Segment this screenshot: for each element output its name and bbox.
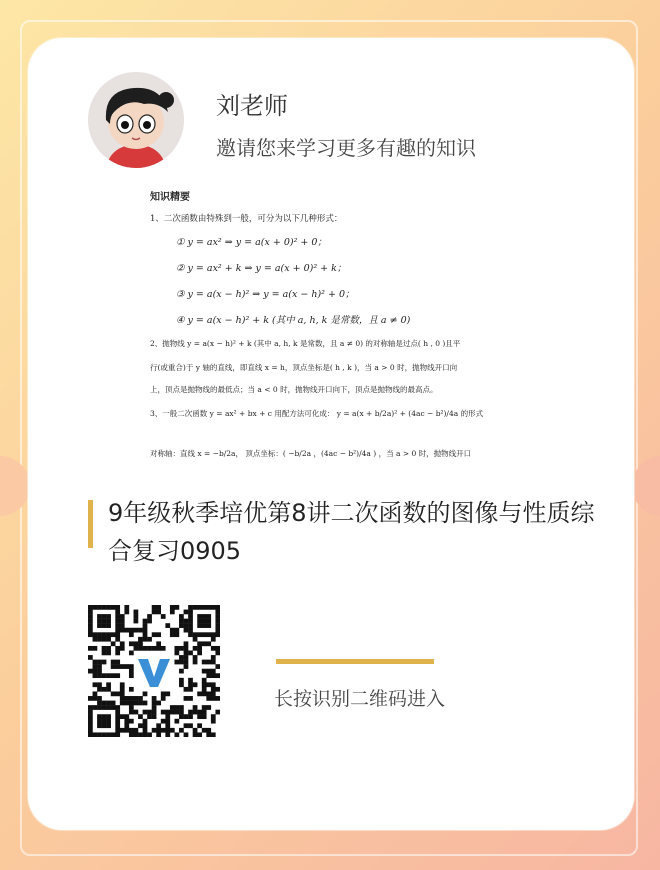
avatar[interactable] (88, 72, 184, 168)
cartoon-avatar-icon (88, 72, 184, 168)
doc-formula: ③ y = a(x − h)² ⇒ y = a(x − h)² + 0； (176, 289, 355, 300)
doc-formula: ② y = ax² + k ⇒ y = a(x + 0)² + k； (176, 263, 347, 274)
doc-line: 1、二次函数由特殊到一般，可分为以下几种形式： (150, 214, 343, 224)
qr-code[interactable] (88, 605, 220, 737)
qr-caption: 长按识别二维码进入 (274, 688, 446, 710)
document-preview (150, 182, 510, 472)
doc-formula: ① y = ax² ⇒ y = a(x + 0)² + 0； (176, 237, 327, 248)
doc-line: 行(或重合)于 y 轴的直线，即直线 x = h，顶点坐标是( h , k )，当 a > 0 时，抛物线开口向 (150, 363, 458, 372)
qr-logo-icon (134, 651, 174, 691)
doc-line: 上，顶点是抛物线的最低点；当 a < 0 时，抛物线开口向下，顶点是抛物线的最高点。 (150, 385, 438, 394)
doc-heading: 知识精要 (150, 192, 190, 203)
title-accent-bar (88, 500, 93, 548)
invite-text: 邀请您来学习更多有趣的知识 (216, 136, 476, 160)
doc-line: 2、抛物线 y = a(x − h)² + k (其中 a, h, k 是常数，且 a ≠ 0) 的对称轴是过点( h , 0 )且平 (150, 339, 461, 348)
course-title: 9年级秋季培优第8讲二次函数的图像与性质综合复习0905 (108, 499, 595, 565)
doc-line: 对称轴：直线 x = −b/2a， 顶点坐标：( −b/2a ，(4ac − b²)/4a ) ，当 a > 0 时，抛物线开口 (150, 449, 472, 458)
teacher-name: 刘老师 (216, 92, 288, 120)
caption-accent-line (276, 659, 434, 664)
doc-line: 3、一般二次函数 y = ax² + bx + c 用配方法可化成： y = a(x + b/2a)² + (4ac − b²)/4a 的形式 (150, 409, 484, 418)
doc-formula: ④ y = a(x − h)² + k (其中 a, h, k 是常数，且 a ≠ 0) (176, 315, 411, 326)
qr-code-icon (88, 605, 220, 737)
